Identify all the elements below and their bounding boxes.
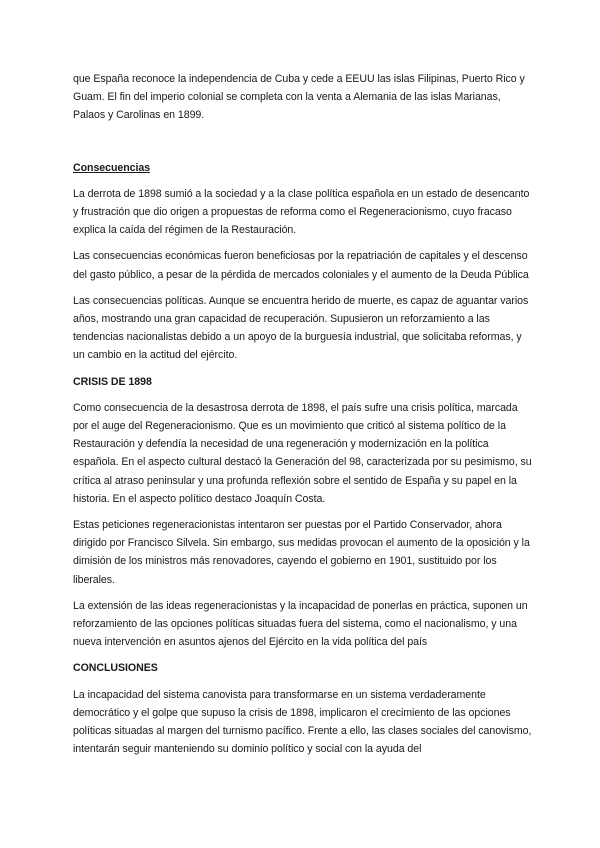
consecuencias-heading: Consecuencias	[73, 161, 151, 174]
consecuencias-paragraph-3: Las consecuencias políticas. Aunque se encuentra herido de muerte, es capaz de aguantar varios años, mostrando una gran capacidad de recuperación. Supusieron un reforzamiento a las tendencias nacionalistas debido a un apoyo de la burguesía industrial, que solicitaba reformas, y un cambio en la actitud del ejército.	[73, 294, 529, 362]
crisis-paragraph-3: La extensión de las ideas regeneracionistas y la incapacidad de ponerlas en práctica, suponen un reforzamiento de las opciones políticas situadas fuera del sistema, como el nacionalismo, y una nueva intervención en asuntos ajenos del Ejército en la vida política del país	[73, 599, 528, 649]
crisis-heading: CRISIS DE 1898	[73, 375, 152, 388]
conclusiones-paragraph-1: La incapacidad del sistema canovista para transformarse en un sistema verdaderamente democrático y el golpe que supuso la crisis de 1898, implicaron el crecimiento de las opciones políticas situadas al margen del turnismo pacífico. Frente a ello, las clases sociales del canovismo, intentarán seguir manteniendo su dominio político y social con la ayuda del	[73, 688, 532, 756]
crisis-paragraph-2: Estas peticiones regeneracionistas intentaron ser puestas por el Partido Conservador, ahora dirigido por Francisco Silvela. Sin embargo, sus medidas provocan el aumento de la oposición y la dimisión de los ministros más renovadores, cayendo el gobierno en 1901, sustituido por los liberales.	[73, 519, 530, 586]
consecuencias-paragraph-2: Las consecuencias económicas fueron beneficiosas por la repatriación de capitales y el descenso del gasto público, a pesar de la pérdida de mercados coloniales y el aumento de la Deuda Pública	[73, 250, 529, 281]
consecuencias-paragraph-1: La derrota de 1898 sumió a la sociedad y a la clase política española en un estado de desencanto y frustración que dio origen a propuestas de reforma como el Regeneracionismo, cuyo fracaso explica la caída del régimen de la Restauración.	[73, 187, 530, 237]
conclusiones-heading: CONCLUSIONES	[73, 662, 158, 675]
document-body	[73, 70, 533, 759]
crisis-paragraph-1: Como consecuencia de la desastrosa derrota de 1898, el país sufre una crisis política, marcada por el auge del Regeneracionismo. Que es un movimiento que criticó al sistema político de la Restauración y defendía la necesidad de una regeneración y modernización en la política española. En el aspecto cultural destacó la Generación del 98, caracterizada por su pesimismo, su crítica al atraso peninsular y una profunda reflexión sobre el sentido de España y su papel en la historia. En el aspecto político destaco Joaquín Costa.	[73, 401, 532, 505]
intro-paragraph: que España reconoce la independencia de Cuba y cede a EEUU las islas Filipinas, Puerto Rico y Guam. El fin del imperio colonial se completa con la venta a Alemania de las islas Marianas, Palaos y Carolinas en 1899.	[73, 73, 525, 122]
